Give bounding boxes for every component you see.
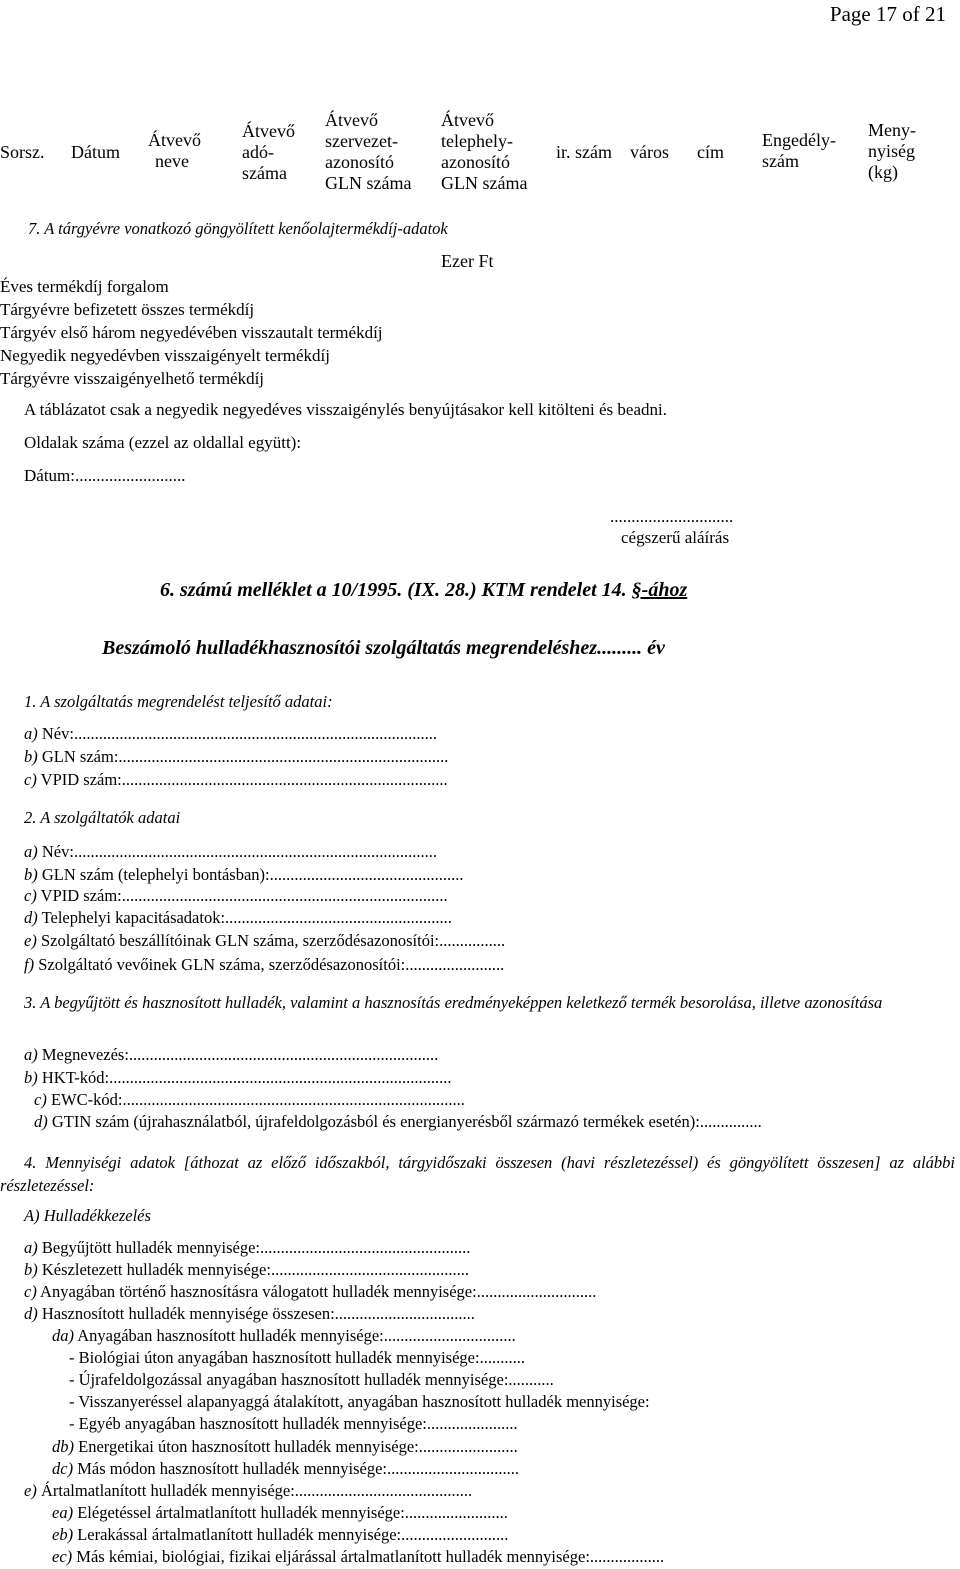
row-label: Tárgyévre visszaigényelhető termékdíj: [0, 369, 265, 388]
annex-title: 6. számú melléklet a 10/1995. (IX. 28.) KTM rendelet 14. §-ához: [160, 579, 688, 601]
col-cim: cím: [697, 142, 724, 162]
date-field: Dátum:..........................: [24, 466, 186, 485]
list-item: a) Megnevezés:...........................................................................: [24, 1045, 439, 1064]
list-item: d) Hasznosított hulladék mennyisége összesen:..................................: [24, 1304, 475, 1323]
col-datum: Dátum: [71, 142, 120, 162]
annex-section-ref: §-ához: [631, 579, 688, 601]
report-title: Beszámoló hulladékhasznosítói szolgáltatás megrendeléshez......... év: [102, 637, 665, 659]
page-count-field: Oldalak száma (ezzel az oldallal együtt):: [24, 433, 302, 452]
list-item: - Egyéb anyagában hasznosított hulladék mennyisége:......................: [69, 1414, 518, 1433]
section-1-heading: 1. A szolgáltatás megrendelést teljesítő adatai:: [24, 692, 333, 711]
list-item: ec) Más kémiai, biológiai, fizikai eljárással ártalmatlanított hulladék mennyisége:..................: [52, 1547, 665, 1566]
list-item: - Újrafeldolgozással anyagában hasznosított hulladék mennyisége:...........: [69, 1370, 554, 1389]
section-7-title: 7. A tárgyévre vonatkozó göngyölített kenőolajtermékdíj-adatok: [28, 219, 448, 238]
list-item: c) VPID szám:...............................................................................: [24, 770, 448, 789]
row-label: Tárgyévre befizetett összes termékdíj: [0, 300, 255, 319]
signature-label: cégszerű aláírás: [621, 528, 730, 547]
row-label: Éves termékdíj forgalom: [0, 277, 169, 296]
col-atvevo-neve: Átvevő neve: [148, 130, 201, 171]
col-sorsz: Sorsz.: [0, 142, 45, 162]
col-mennyiseg: Meny- nyiség (kg): [868, 120, 916, 182]
list-item: f) Szolgáltató vevőinek GLN száma, szerződésazonosítói:........................: [24, 955, 505, 974]
list-item: d) Telephelyi kapacitásadatok:.......................................................: [24, 908, 452, 927]
section-3-heading: 3. A begyűjtött és hasznosított hulladék, valamint a hasznosítás eredményeképpen keletkező termék besorolása, illetve azonosítása: [24, 993, 883, 1012]
section-4-subheading: A) Hulladékkezelés: [24, 1206, 151, 1225]
table-note: A táblázatot csak a negyedik negyedéves visszaigénylés benyújtásakor kell kitölteni és beadni.: [24, 400, 667, 419]
col-atvevo-szervezet-gln: Átvevő szervezet- azonosító GLN száma: [325, 110, 412, 193]
list-item: c) EWC-kód:...................................................................................: [34, 1090, 465, 1109]
list-item: a) Begyűjtött hulladék mennyisége:...................................................: [24, 1238, 471, 1257]
list-item: - Visszanyeréssel alapanyaggá átalakított, anyagában hasznosított hulladék mennyisége:: [69, 1392, 650, 1411]
list-item: db) Energetikai úton hasznosított hulladék mennyisége:........................: [52, 1437, 518, 1456]
list-item: eb) Lerakással ártalmatlanított hulladék mennyisége:..........................: [52, 1525, 509, 1544]
list-item: - Biológiai úton anyagában hasznosított hulladék mennyisége:...........: [69, 1348, 525, 1367]
list-item: c) VPID szám:...............................................................................: [24, 886, 448, 905]
list-item: a) Név:........................................................................................: [24, 842, 437, 861]
list-item: ea) Elégetéssel ártalmatlanított hulladék mennyisége:.........................: [52, 1503, 508, 1522]
col-atvevo-telephely-gln: Átvevő telephely- azonosító GLN száma: [441, 110, 528, 193]
section-2-heading: 2. A szolgáltatók adatai: [24, 808, 181, 827]
list-item: da) Anyagában hasznosított hulladék mennyisége:................................: [52, 1326, 516, 1345]
unit-label: Ezer Ft: [441, 251, 494, 271]
list-item: d) GTIN szám (újrahasználatból, újrafeldolgozásból és energianyerésből származó termékek esetén):...............: [34, 1112, 762, 1131]
list-item: dc) Más módon hasznosított hulladék mennyisége:................................: [52, 1459, 519, 1478]
col-irszam: ir. szám: [556, 142, 612, 162]
row-label: Tárgyév első három negyedévében visszautalt termékdíj: [0, 323, 383, 342]
col-engedelyszam: Engedély- szám: [762, 130, 836, 171]
list-item: a) Név:........................................................................................: [24, 724, 437, 743]
section-7-rows: [0, 275, 383, 390]
list-item: e) Ártalmatlanított hulladék mennyisége:...........................................: [24, 1481, 473, 1500]
list-item: e) Szolgáltató beszállítóinak GLN száma, szerződésazonosítói:................: [24, 931, 506, 950]
section-4-heading: 4. Mennyiségi adatok [áthozat az előző időszakból, tárgyidőszaki összesen (havi részletezéssel) és göngyölített összesen] az alábbi részletezéssel:: [0, 1153, 955, 1195]
list-item: b) HKT-kód:...................................................................................: [24, 1068, 452, 1087]
page-number: Page 17 of 21: [829, 2, 946, 26]
list-item: c) Anyagában történő hasznosításra válogatott hulladék mennyisége:.............................: [24, 1282, 597, 1301]
signature-line: .............................: [610, 507, 734, 526]
list-item: b) GLN szám (telephelyi bontásban):...............................................: [24, 865, 464, 884]
list-item: b) Készletezett hulladék mennyisége:................................................: [24, 1260, 469, 1279]
col-atvevo-adoszama: Átvevő adó- száma: [242, 121, 295, 183]
row-label: Negyedik negyedévben visszaigényelt termékdíj: [0, 346, 330, 365]
list-item: b) GLN szám:................................................................................: [24, 747, 449, 766]
col-varos: város: [630, 142, 669, 162]
